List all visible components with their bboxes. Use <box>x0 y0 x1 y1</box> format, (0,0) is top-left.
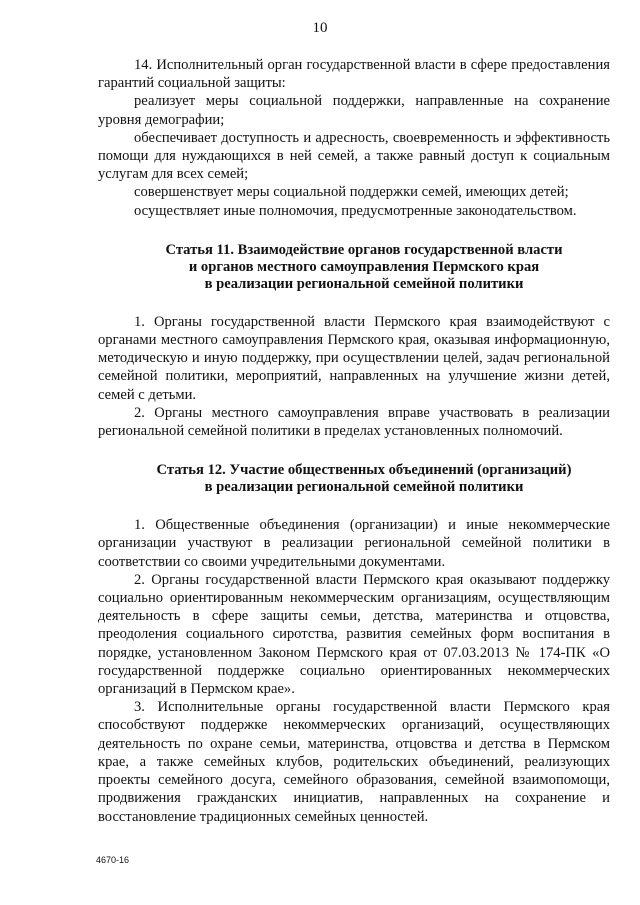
page-number: 10 <box>312 20 328 36</box>
document-body <box>98 56 610 826</box>
article-12-paragraph: 2. Органы государственной власти Пермского края оказывают поддержку социально ориентированным некоммерческим организациям, осуществляющим деятельность в сфере защиты семьи, детства, материнства и отцовства, преодоления социального сиротства, развития семейных форм воспитания в порядке, установленном Законом Пермского края от 07.03.2013 № 174-ПК «О государственной поддержке социально ориентированных некоммерческих организаций в Пермском крае». <box>98 571 610 698</box>
heading-line: Статья 11. Взаимодействие органов государственной власти <box>165 241 563 258</box>
item-14-bullet: реализует меры социальной поддержки, направленные на сохранение уровня демографии; <box>98 93 610 128</box>
heading-line: в реализации региональной семейной политики <box>204 479 524 496</box>
item-14-section <box>98 56 610 220</box>
heading-line: в реализации региональной семейной политики <box>204 275 524 292</box>
heading-line: и органов местного самоуправления Пермского края <box>188 258 540 275</box>
item-14-intro: 14. Исполнительный орган государственной власти в сфере предоставления гарантий социальной защиты: <box>98 57 610 92</box>
document-code: 4670-16 <box>96 855 130 865</box>
article-12-paragraph: 1. Общественные объединения (организации) и иные некоммерческие организации участвуют в реализации региональной семейной политики в соответствии со своими учредительными документами. <box>98 517 610 570</box>
article-12-heading <box>98 462 610 496</box>
article-12-section <box>98 462 610 825</box>
article-11-paragraph: 1. Органы государственной власти Пермского края взаимодействуют с органами местного самоуправления Пермского края, оказывая информационную, методическую и иную поддержку, при осуществлении целей, задач региональной семейной политики, мероприятий, направленных на улучшение жизни детей, семей с детьми. <box>98 313 610 403</box>
heading-line: Статья 12. Участие общественных объединений (организаций) <box>156 462 572 479</box>
item-14-bullet: совершенствует меры социальной поддержки семей, имеющих детей; <box>134 184 569 201</box>
item-14-bullet: обеспечивает доступность и адресность, своевременность и эффективность помощи для нуждающихся в ней семей, а также равный доступ к социальным услугам для всех семей; <box>98 129 610 183</box>
article-11-heading <box>98 242 610 293</box>
article-12-paragraph: 3. Исполнительные органы государственной власти Пермского края способствуют поддержке некоммерческих организаций, осуществляющих деятельность по охране семьи, материнства, отцовства и детства в Пермском крае, а также семейных клубов, родительских объединений, реализующих проекты семейного досуга, семейного образования, семейной взаимопомощи, продвижения гражданских инициатив, направленных на сохранение и восстановление традиционных семейных ценностей. <box>98 699 610 825</box>
article-11-paragraph: 2. Органы местного самоуправления вправе участвовать в реализации региональной семейной политики в пределах установленных полномочий. <box>98 404 610 440</box>
article-11-section <box>98 242 610 440</box>
item-14-bullet: осуществляет иные полномочия, предусмотренные законодательством. <box>134 202 577 219</box>
